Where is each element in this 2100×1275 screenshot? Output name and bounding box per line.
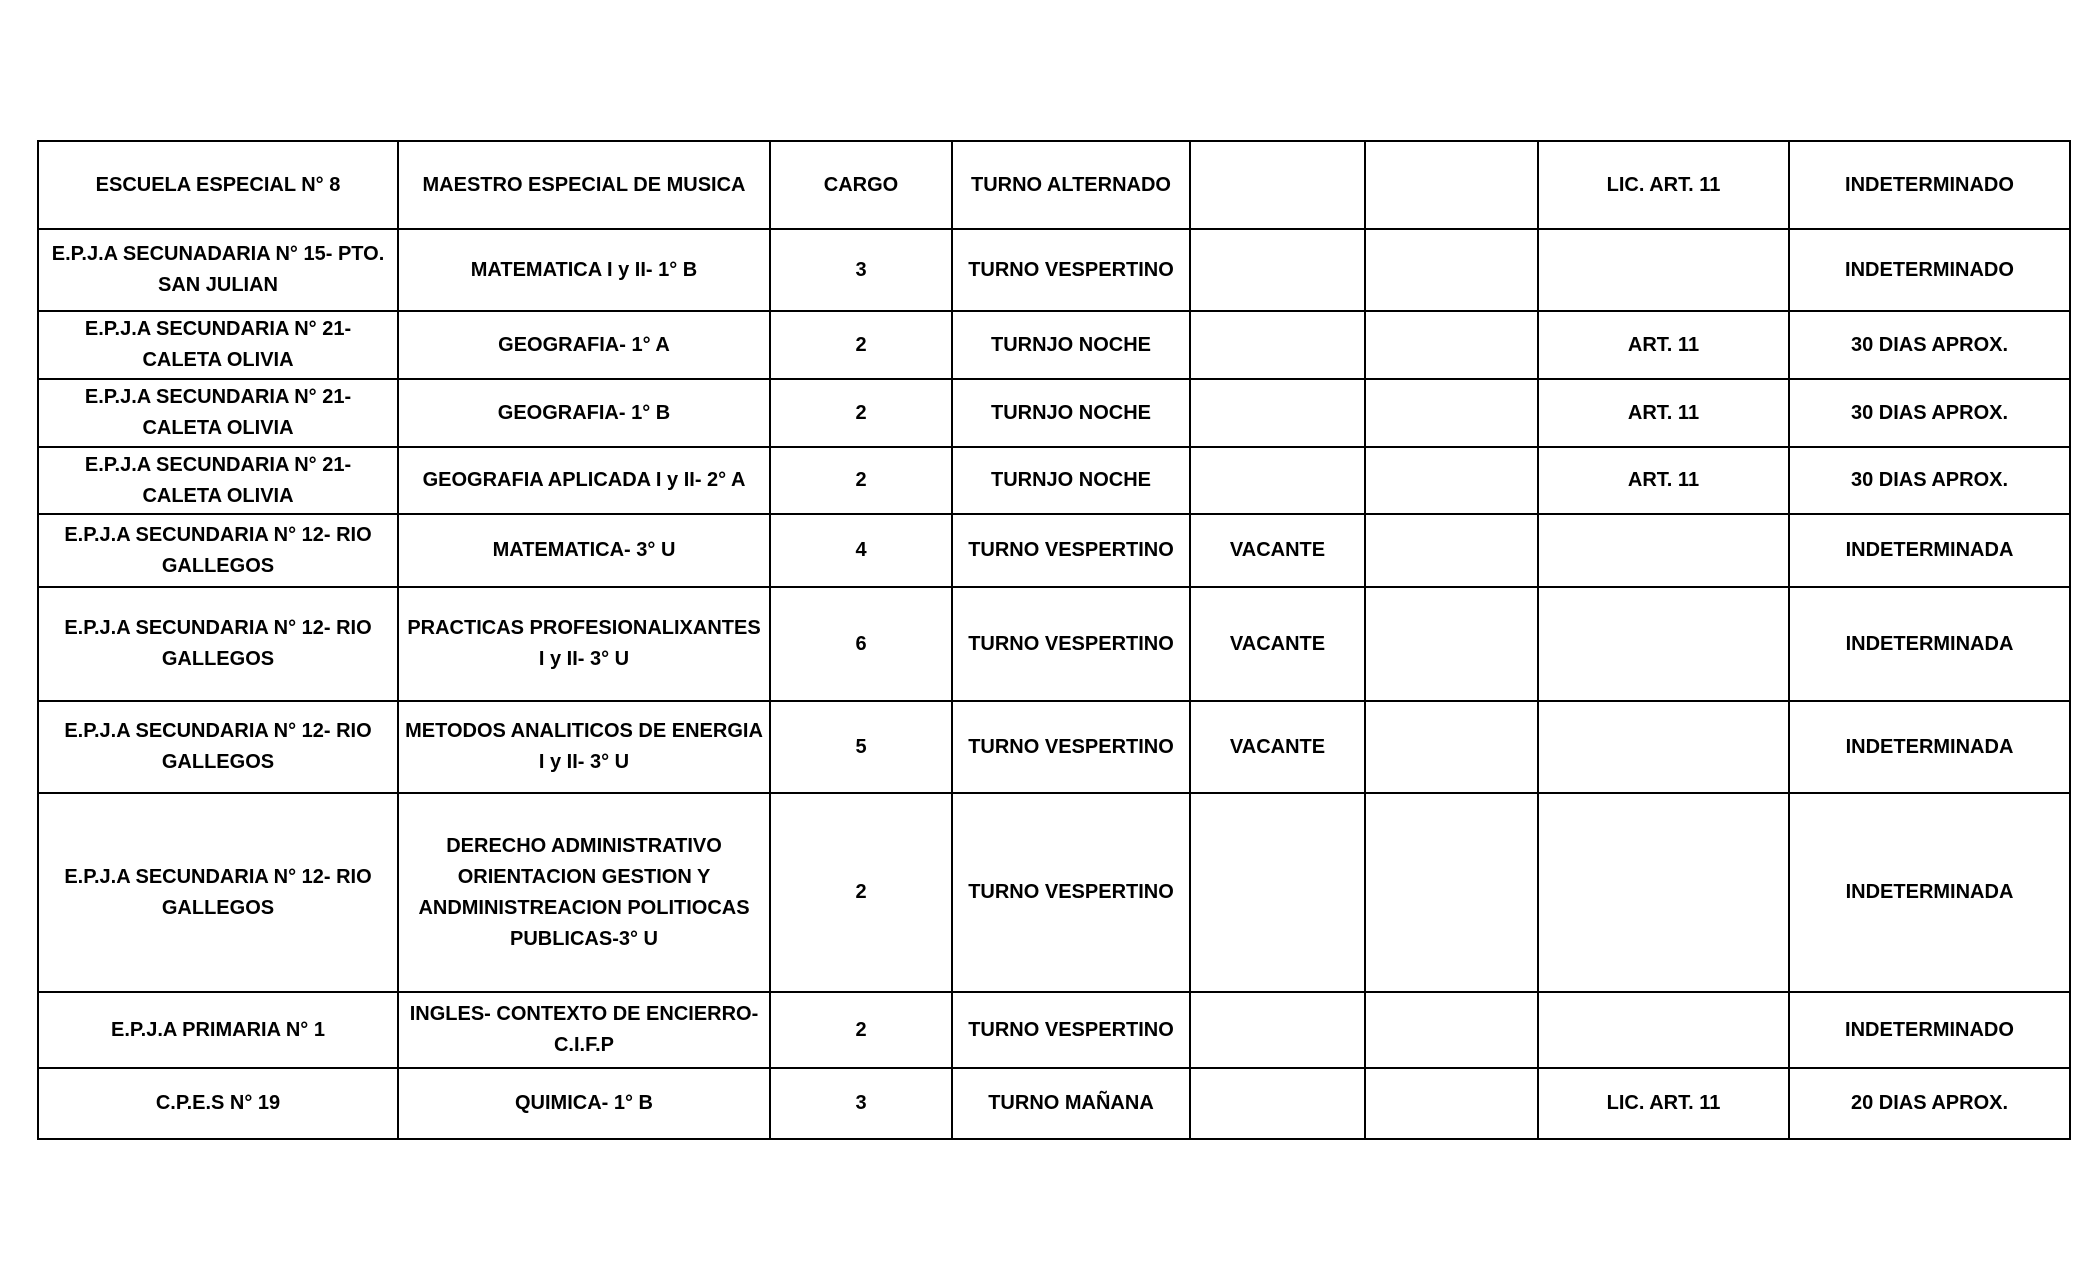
hours-cell: CARGO: [770, 141, 952, 229]
empty-cell: [1365, 447, 1538, 514]
empty-cell: [1365, 793, 1538, 992]
hours-cell: 2: [770, 311, 952, 379]
empty-cell: [1365, 587, 1538, 701]
shift-cell: TURNO VESPERTINO: [952, 514, 1190, 587]
shift-cell: TURNJO NOCHE: [952, 311, 1190, 379]
school-cell: E.P.J.A SECUNADARIA N° 15- PTO. SAN JULIAN: [38, 229, 398, 311]
school-cell: ESCUELA ESPECIAL N° 8: [38, 141, 398, 229]
hours-cell: 2: [770, 793, 952, 992]
duration-cell: INDETERMINADA: [1789, 587, 2070, 701]
subject-cell: DERECHO ADMINISTRATIVO ORIENTACION GESTION Y ANDMINISTREACION POLITIOCAS PUBLICAS-3° U: [398, 793, 770, 992]
school-cell: E.P.J.A SECUNDARIA N° 12- RIO GALLEGOS: [38, 514, 398, 587]
duration-cell: INDETERMINADO: [1789, 141, 2070, 229]
school-cell: E.P.J.A SECUNDARIA N° 12- RIO GALLEGOS: [38, 701, 398, 793]
school-cell: E.P.J.A PRIMARIA N° 1: [38, 992, 398, 1068]
hours-cell: 3: [770, 229, 952, 311]
reason-cell: [1538, 992, 1789, 1068]
shift-cell: TURNJO NOCHE: [952, 379, 1190, 447]
table-row: [38, 793, 2070, 992]
status-cell: [1190, 379, 1365, 447]
reason-cell: ART. 11: [1538, 447, 1789, 514]
empty-cell: [1365, 311, 1538, 379]
subject-cell: METODOS ANALITICOS DE ENERGIA I y II- 3° U: [398, 701, 770, 793]
table-row: [38, 311, 2070, 379]
status-cell: [1190, 992, 1365, 1068]
empty-cell: [1365, 229, 1538, 311]
status-cell: VACANTE: [1190, 701, 1365, 793]
school-cell: C.P.E.S N° 19: [38, 1068, 398, 1139]
school-cell: E.P.J.A SECUNDARIA N° 21- CALETA OLIVIA: [38, 311, 398, 379]
school-cell: E.P.J.A SECUNDARIA N° 12- RIO GALLEGOS: [38, 587, 398, 701]
hours-cell: 5: [770, 701, 952, 793]
reason-cell: ART. 11: [1538, 311, 1789, 379]
empty-cell: [1365, 514, 1538, 587]
shift-cell: TURNO VESPERTINO: [952, 229, 1190, 311]
subject-cell: MAESTRO ESPECIAL DE MUSICA: [398, 141, 770, 229]
table-row: [38, 379, 2070, 447]
status-cell: [1190, 141, 1365, 229]
hours-cell: 6: [770, 587, 952, 701]
table-row: [38, 1068, 2070, 1139]
document-page: [37, 140, 2069, 1140]
school-cell: E.P.J.A SECUNDARIA N° 21- CALETA OLIVIA: [38, 447, 398, 514]
duration-cell: 30 DIAS APROX.: [1789, 447, 2070, 514]
shift-cell: TURNO MAÑANA: [952, 1068, 1190, 1139]
subject-cell: PRACTICAS PROFESIONALIXANTES I y II- 3° U: [398, 587, 770, 701]
subject-cell: GEOGRAFIA- 1° B: [398, 379, 770, 447]
school-cell: E.P.J.A SECUNDARIA N° 12- RIO GALLEGOS: [38, 793, 398, 992]
vacancies-table: [37, 140, 2071, 1140]
table-row: [38, 514, 2070, 587]
table-row: [38, 587, 2070, 701]
shift-cell: TURNO VESPERTINO: [952, 793, 1190, 992]
hours-cell: 2: [770, 379, 952, 447]
status-cell: [1190, 793, 1365, 992]
status-cell: [1190, 229, 1365, 311]
duration-cell: INDETERMINADO: [1789, 229, 2070, 311]
reason-cell: [1538, 229, 1789, 311]
shift-cell: TURNO VESPERTINO: [952, 992, 1190, 1068]
shift-cell: TURNJO NOCHE: [952, 447, 1190, 514]
table-row: [38, 447, 2070, 514]
duration-cell: INDETERMINADA: [1789, 701, 2070, 793]
table-row: [38, 701, 2070, 793]
status-cell: VACANTE: [1190, 514, 1365, 587]
hours-cell: 3: [770, 1068, 952, 1139]
table-row: [38, 229, 2070, 311]
reason-cell: LIC. ART. 11: [1538, 141, 1789, 229]
status-cell: [1190, 311, 1365, 379]
status-cell: [1190, 447, 1365, 514]
subject-cell: MATEMATICA- 3° U: [398, 514, 770, 587]
empty-cell: [1365, 1068, 1538, 1139]
shift-cell: TURNO VESPERTINO: [952, 587, 1190, 701]
subject-cell: QUIMICA- 1° B: [398, 1068, 770, 1139]
hours-cell: 2: [770, 992, 952, 1068]
duration-cell: 30 DIAS APROX.: [1789, 379, 2070, 447]
duration-cell: INDETERMINADO: [1789, 992, 2070, 1068]
duration-cell: 30 DIAS APROX.: [1789, 311, 2070, 379]
empty-cell: [1365, 992, 1538, 1068]
shift-cell: TURNO VESPERTINO: [952, 701, 1190, 793]
duration-cell: 20 DIAS APROX.: [1789, 1068, 2070, 1139]
status-cell: VACANTE: [1190, 587, 1365, 701]
reason-cell: [1538, 701, 1789, 793]
empty-cell: [1365, 379, 1538, 447]
empty-cell: [1365, 141, 1538, 229]
subject-cell: INGLES- CONTEXTO DE ENCIERRO- C.I.F.P: [398, 992, 770, 1068]
reason-cell: [1538, 793, 1789, 992]
empty-cell: [1365, 701, 1538, 793]
school-cell: E.P.J.A SECUNDARIA N° 21- CALETA OLIVIA: [38, 379, 398, 447]
reason-cell: LIC. ART. 11: [1538, 1068, 1789, 1139]
subject-cell: GEOGRAFIA APLICADA I y II- 2° A: [398, 447, 770, 514]
status-cell: [1190, 1068, 1365, 1139]
shift-cell: TURNO ALTERNADO: [952, 141, 1190, 229]
subject-cell: GEOGRAFIA- 1° A: [398, 311, 770, 379]
reason-cell: [1538, 514, 1789, 587]
duration-cell: INDETERMINADA: [1789, 514, 2070, 587]
duration-cell: INDETERMINADA: [1789, 793, 2070, 992]
table-row: [38, 992, 2070, 1068]
reason-cell: [1538, 587, 1789, 701]
hours-cell: 4: [770, 514, 952, 587]
hours-cell: 2: [770, 447, 952, 514]
reason-cell: ART. 11: [1538, 379, 1789, 447]
table-row: [38, 141, 2070, 229]
subject-cell: MATEMATICA I y II- 1° B: [398, 229, 770, 311]
